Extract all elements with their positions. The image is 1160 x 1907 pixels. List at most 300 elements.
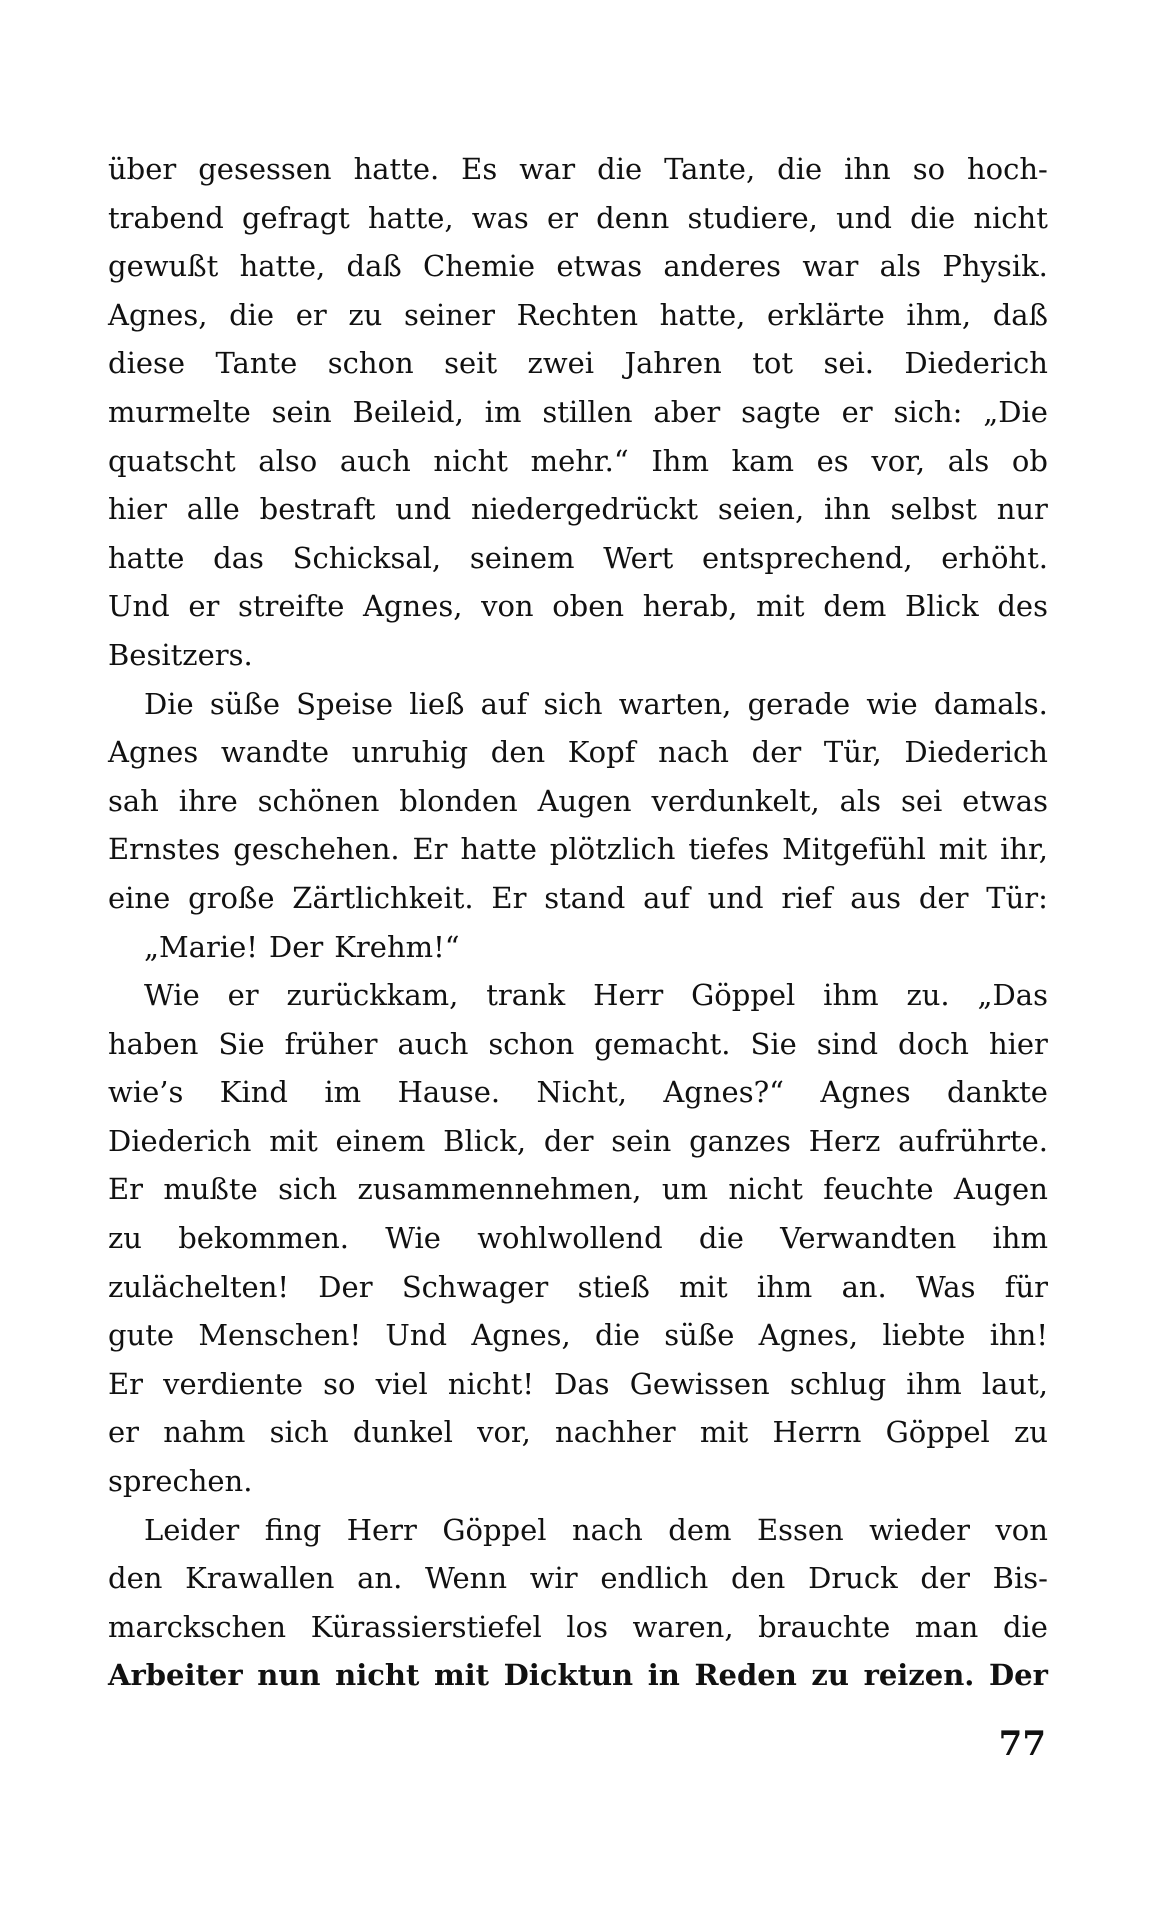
text-line (108, 978, 1048, 1027)
word: Kind (219, 1075, 288, 1110)
word: Diederich (108, 1123, 252, 1158)
word: aus (850, 880, 902, 915)
word: dem (668, 1512, 732, 1547)
word: ob (1011, 443, 1048, 478)
word: feuchte (823, 1172, 934, 1207)
word: große (188, 880, 275, 915)
text-line (108, 249, 1048, 298)
word: mit (756, 589, 805, 624)
word: mußte (163, 1172, 258, 1207)
word: sprechen. (108, 1464, 253, 1499)
text-line (108, 1464, 1048, 1513)
word: der (751, 735, 802, 770)
word: Es (461, 152, 498, 186)
word: auf (643, 880, 690, 915)
word: Schicksal, (292, 540, 442, 575)
word: niedergedrückt (470, 492, 698, 527)
word: hatte, (659, 297, 746, 332)
word: quatscht (108, 443, 236, 478)
word: früher (284, 1026, 378, 1061)
word: plötzlich (549, 832, 676, 867)
text-line (108, 881, 1048, 930)
word: seiner (403, 297, 495, 332)
word: Agnes, (108, 297, 208, 332)
word: Reden (694, 1658, 797, 1693)
word: Herr (593, 978, 664, 1013)
word: Besitzers. (108, 637, 253, 672)
word: anderes (663, 249, 782, 284)
word: blonden (399, 783, 518, 818)
word: die (597, 152, 643, 186)
word: Herrn (772, 1415, 862, 1450)
word: dem (823, 589, 887, 624)
word: Essen (756, 1512, 844, 1547)
word: Der (989, 1658, 1048, 1693)
word: er (295, 297, 327, 332)
text-line (108, 1513, 1048, 1562)
word: den (108, 1561, 163, 1596)
word: Agnes, (758, 1318, 859, 1353)
word: von (481, 589, 534, 624)
word: mit (679, 1269, 728, 1304)
word: an. (841, 1269, 887, 1304)
word: Das (554, 1366, 610, 1401)
word: sagte (741, 394, 821, 429)
word: man (914, 1609, 979, 1644)
word: erhöht. (941, 540, 1048, 575)
word: Rechten (516, 297, 639, 332)
text-line (108, 395, 1048, 444)
word: wie (866, 686, 918, 721)
word: Jahren (624, 346, 722, 381)
text-line (108, 1415, 1048, 1464)
word: der (920, 1561, 970, 1596)
word: selbst (890, 492, 977, 527)
word: ihm (906, 1366, 962, 1401)
word: ihre (178, 783, 238, 818)
word: Krehm!“ (334, 929, 460, 964)
word: sich (269, 1415, 329, 1450)
word: er (841, 394, 873, 429)
text-line (108, 1367, 1048, 1416)
word: fing (264, 1512, 322, 1547)
text-line (108, 152, 1048, 201)
word: nur (996, 492, 1048, 527)
word: in (647, 1658, 680, 1693)
word: so (912, 152, 946, 186)
word: nun (257, 1658, 321, 1693)
word: gerade (747, 686, 851, 721)
word: diese (108, 346, 186, 381)
word: Nicht, (536, 1075, 627, 1110)
word: zu. (906, 978, 950, 1013)
word: Mitgefühl (782, 832, 926, 867)
word: hatte. (353, 152, 440, 186)
word: Wie (385, 1221, 441, 1256)
word: nicht (335, 1658, 420, 1693)
word: wieder (869, 1512, 970, 1547)
word: liebte (882, 1318, 966, 1353)
word: ihr, (1000, 832, 1048, 867)
word: hier (108, 492, 167, 527)
text-line (108, 687, 1048, 736)
word: für (1004, 1269, 1048, 1304)
word: eine (108, 880, 171, 915)
word: Arbeiter (108, 1658, 243, 1693)
word: verdunkelt, (651, 783, 820, 818)
word: Tür: (986, 880, 1048, 915)
word: etwas (962, 783, 1048, 818)
word: Beileid, (352, 394, 464, 429)
word: also (258, 443, 318, 478)
text-line (108, 832, 1048, 881)
word: Hause. (397, 1075, 501, 1110)
word: ihm (756, 1269, 813, 1304)
word: Er (491, 880, 527, 915)
word: stillen (542, 394, 633, 429)
word: die (1002, 1609, 1048, 1644)
word: zu (1014, 1415, 1048, 1450)
word: die (910, 200, 956, 235)
word: Er (412, 832, 448, 867)
word: Augen (953, 1172, 1048, 1207)
text-line (108, 1658, 1048, 1707)
word: Agnes, (362, 589, 463, 624)
word: seinem (469, 540, 575, 575)
word: Diederich (904, 735, 1048, 770)
word: um (661, 1172, 709, 1207)
word: Wie (144, 978, 200, 1013)
word: marckschen (108, 1609, 287, 1644)
text-line (108, 1221, 1048, 1270)
word: trank (486, 978, 566, 1013)
word: als (879, 249, 922, 284)
word: zulächelten! (108, 1269, 290, 1304)
word: und (707, 880, 764, 915)
word: im (484, 394, 522, 429)
word: Ernstes (108, 832, 221, 867)
word: Und (108, 589, 170, 624)
word: nicht (973, 200, 1048, 235)
word: zurückkam, (286, 978, 459, 1013)
word: haben (108, 1026, 199, 1061)
word: hatte (460, 832, 537, 867)
word: denn (596, 200, 670, 235)
word: gemacht. (594, 1026, 731, 1061)
text-line (108, 541, 1048, 590)
word: los (566, 1609, 608, 1644)
word: so (323, 1366, 356, 1401)
word: den (490, 735, 546, 770)
word: nicht (728, 1172, 803, 1207)
word: ihm (823, 978, 879, 1013)
word: Kopf (567, 735, 636, 770)
text-line (108, 346, 1048, 395)
word: er (227, 978, 259, 1013)
word: Bis- (992, 1561, 1048, 1596)
word: Tante, (664, 152, 756, 186)
word: bestraft (259, 492, 376, 527)
word: Zärtlichkeit. (292, 880, 474, 915)
word: hatte, (367, 200, 454, 235)
word: und (836, 200, 892, 235)
word: hatte, (239, 249, 326, 284)
word: studiere, (687, 200, 818, 235)
word: mit (433, 1658, 490, 1693)
word: er (546, 200, 578, 235)
word: Göppel (442, 1512, 547, 1547)
word: die (595, 1318, 641, 1353)
word: verdiente (163, 1366, 304, 1401)
word: schönen (257, 783, 380, 818)
word: er (188, 589, 220, 624)
word: sind (816, 1026, 879, 1061)
word: stand (544, 880, 626, 915)
word: daß (992, 297, 1048, 332)
word: kam (731, 443, 794, 478)
word: Ihm (651, 443, 709, 478)
word: laut, (981, 1366, 1048, 1401)
word: als (947, 443, 990, 478)
word: zu (348, 297, 383, 332)
word: Druck (808, 1561, 898, 1596)
word: etwas (556, 249, 643, 284)
word: einem (335, 1123, 426, 1158)
word: unruhig (351, 735, 469, 770)
word: ihn (824, 492, 871, 527)
word: dankte (947, 1075, 1048, 1110)
word: Kürassierstiefel (310, 1609, 542, 1644)
word: das (213, 540, 264, 575)
word: Herr (346, 1512, 417, 1547)
word: an. (357, 1561, 403, 1596)
word: den (730, 1561, 786, 1596)
word: wir (529, 1561, 578, 1596)
word: und (395, 492, 452, 527)
word: gefragt (241, 200, 350, 235)
word: von (995, 1512, 1048, 1547)
word: auf (480, 686, 528, 721)
word: „Das (977, 978, 1048, 1013)
word: gewußt (108, 249, 219, 284)
text-line (108, 1172, 1048, 1221)
word: endlich (600, 1561, 709, 1596)
word: war (519, 152, 576, 186)
word: die (229, 297, 275, 332)
word: viel (375, 1366, 428, 1401)
word: geschehen. (233, 832, 400, 867)
word: sein (611, 1123, 672, 1158)
word: schlug (789, 1366, 887, 1401)
word: Krawallen (185, 1561, 335, 1596)
word: vor, (477, 1415, 531, 1450)
text-line (108, 444, 1048, 493)
word: als (839, 783, 882, 818)
word: trabend (108, 200, 224, 235)
word: mit (938, 832, 988, 867)
body-text (108, 152, 1048, 1707)
text-line (108, 1124, 1048, 1173)
word: vor, (871, 443, 926, 478)
word: sich: (893, 394, 963, 429)
page-number: 77 (998, 1724, 1046, 1764)
word: gute (108, 1318, 175, 1353)
word: sah (108, 783, 159, 818)
word: Augen (537, 783, 632, 818)
word: Und (385, 1318, 448, 1353)
text-line (108, 492, 1048, 541)
word: Verwandten (780, 1221, 957, 1256)
word: Dicktun (503, 1658, 634, 1693)
word: entsprechend, (702, 540, 913, 575)
text-line (108, 1270, 1048, 1319)
word: nachher (555, 1415, 676, 1450)
word: Wert (603, 540, 674, 575)
word: brauchte (758, 1609, 891, 1644)
word: wandte (220, 735, 330, 770)
text-line (108, 1027, 1048, 1076)
word: rief (781, 880, 833, 915)
text-line (108, 201, 1048, 250)
word: warten, (618, 686, 732, 721)
word: nicht! (447, 1366, 535, 1401)
word: ihn! (989, 1318, 1048, 1353)
word: war (802, 249, 859, 284)
text-line (108, 589, 1048, 638)
word: süße (664, 1318, 735, 1353)
word: Diederich (904, 346, 1048, 381)
word: aufrührte. (898, 1123, 1048, 1158)
word: dunkel (352, 1415, 453, 1450)
word: zusammennehmen, (357, 1172, 642, 1207)
word: nach (571, 1512, 643, 1547)
word: Herz (808, 1123, 881, 1158)
word: Agnes?“ (663, 1075, 784, 1110)
word: zu (108, 1221, 142, 1256)
word: Agnes (820, 1075, 911, 1110)
word: sein (271, 394, 332, 429)
text-line (108, 1318, 1048, 1367)
word: Blick, (443, 1123, 527, 1158)
text-line (108, 784, 1048, 833)
word: reizen. (863, 1658, 975, 1693)
word: erklärte (766, 297, 885, 332)
word: seien, (717, 492, 805, 527)
word: zu (811, 1658, 849, 1693)
word: Er (108, 1366, 144, 1401)
word: die (698, 1221, 744, 1256)
word: Wenn (425, 1561, 507, 1596)
text-line (108, 298, 1048, 347)
word: bekommen. (178, 1221, 350, 1256)
word: Gewissen (629, 1366, 770, 1401)
word: nahm (163, 1415, 246, 1450)
word: ganzes (689, 1123, 791, 1158)
word: alle (186, 492, 240, 527)
text-line (108, 735, 1048, 784)
word: Göppel (691, 978, 796, 1013)
word: waren, (632, 1609, 734, 1644)
word: „Die (983, 394, 1048, 429)
text-line (108, 1610, 1048, 1659)
word: Was (916, 1269, 976, 1304)
word: Göppel (885, 1415, 990, 1450)
word: oben (552, 589, 625, 624)
word: herab, (642, 589, 738, 624)
word: daß (346, 249, 402, 284)
word: aber (653, 394, 721, 429)
word: tiefes (688, 832, 770, 867)
word: Der (318, 1269, 373, 1304)
word: stieß (577, 1269, 650, 1304)
word: Tür, (823, 735, 882, 770)
word: es (816, 443, 849, 478)
word: Der (268, 929, 324, 964)
word: Tante (215, 346, 298, 381)
word: Chemie (423, 249, 536, 284)
text-line (108, 1075, 1048, 1124)
text-line (108, 1561, 1048, 1610)
word: nicht (433, 443, 508, 478)
word: der (543, 1123, 594, 1158)
word: ihn (844, 152, 891, 186)
word: ihm (992, 1221, 1048, 1256)
word: der (918, 880, 969, 915)
word: seit (444, 346, 498, 381)
word: murmelte (108, 394, 251, 429)
word: im (324, 1075, 362, 1110)
word: Er (108, 1172, 144, 1207)
word: mit (269, 1123, 318, 1158)
word: Die (144, 686, 194, 721)
word: wie’s (108, 1075, 184, 1110)
word: mehr.“ (530, 443, 629, 478)
word: was (471, 200, 529, 235)
word: schon (327, 346, 414, 381)
word: er (108, 1415, 140, 1450)
word: sei (900, 783, 943, 818)
word: ließ (409, 686, 465, 721)
word: Agnes, (471, 1318, 571, 1353)
word: „Marie! (144, 929, 258, 964)
word: Schwager (401, 1269, 549, 1304)
word: süße (209, 686, 280, 721)
word: doch (898, 1026, 969, 1061)
word: Speise (296, 686, 394, 721)
word: gesessen (198, 152, 332, 186)
word: Physik. (942, 249, 1048, 284)
word: Sie (750, 1026, 797, 1061)
word: hatte (108, 540, 185, 575)
word: hier (988, 1026, 1048, 1061)
word: wohlwollend (477, 1221, 663, 1256)
word: nach (658, 735, 729, 770)
word: mit (699, 1415, 749, 1450)
word: auch (397, 1026, 469, 1061)
word: sich (543, 686, 603, 721)
word: schon (488, 1026, 575, 1061)
word: ihm, (906, 297, 972, 332)
text-line (108, 638, 1048, 687)
word: auch (339, 443, 411, 478)
word: streifte (237, 589, 345, 624)
word: tot (752, 346, 794, 381)
word: über (108, 152, 177, 186)
word: Blick (905, 589, 979, 624)
text-line (108, 930, 1048, 979)
word: damals. (933, 686, 1048, 721)
word: Agnes (108, 735, 199, 770)
